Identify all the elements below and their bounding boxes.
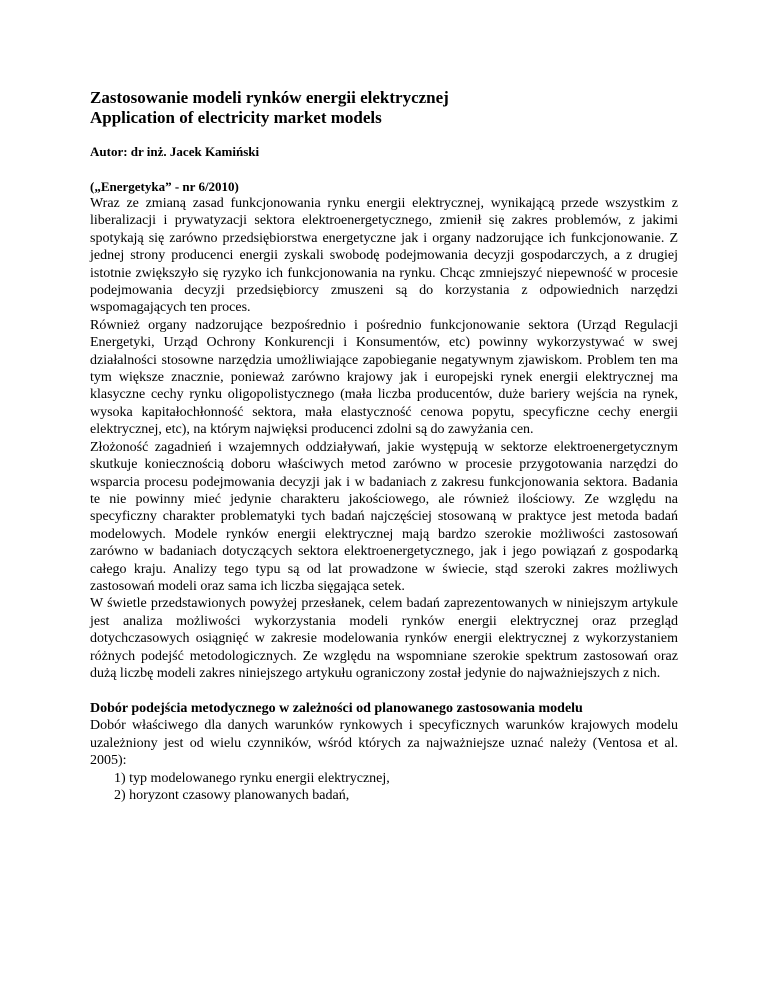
title-english: Application of electricity market models <box>90 108 382 127</box>
paragraph-3: Złożoność zagadnień i wzajemnych oddziaływań, jakie występują w sektorze elektroenergetycznym skutkuje koniecznością doboru właściwych metod zarówno w procesie przygotowania narzędzi do wsparcia procesu podejmowania decyzji jak i w badaniach z zakresu funkcjonowania sektora. Badania te nie powinny mieć jedynie charakteru jakościowego, ale również ilościowy. Ze względu na specyficzny charakter problematyki tych badań najczęściej stosowaną w praktyce jest metoda badań modelowych. Modele rynków energii elektrycznej mają bardzo szerokie możliwości zastosowań zarówno w badaniach dotyczących sektora elektroenergetycznego, jak i jego powiązań z gospodarką całego kraju. Analizy tego typu są od lat prowadzone w świecie, stąd szeroki zakres możliwych zastosowań modeli oraz sama ich liczba sięgająca setek. <box>90 439 678 594</box>
source-citation: („Energetyka” - nr 6/2010) <box>90 179 239 194</box>
paragraph-5: Dobór właściwego dla danych warunków rynkowych i specyficznych warunków krajowych modelu uzależniony jest od wielu czynników, wśród których za najważniejsze uznać należy (Ventosa et al. 2005): <box>90 718 678 769</box>
factors-list <box>90 770 678 805</box>
list-item: 1) typ modelowanego rynku energii elektrycznej, <box>114 770 390 786</box>
list-item: 2) horyzont czasowy planowanych badań, <box>114 788 350 803</box>
paragraph-1: Wraz ze zmianą zasad funkcjonowania rynku energii elektrycznej, wynikającą przede wszystkim z liberalizacji i prywatyzacji sektora elektroenergetycznego, zmienił się zakres problemów, z jakimi spotykają się zarówno przedsiębiorstwa energetyczne jak i organy nadzorujące ich funkcjonowanie. Z jednej strony producenci energii zyskali swobodę podejmowania decyzji gospodarczych, a z drugiej istotnie zwiększyło się ryzyko ich funkcjonowania na rynku. Chcąc zmniejszyć niepewność w procesie podejmowania decyzji przedsiębiorcy zmuszeni są do korzystania z odpowiednich narzędzi wspomagających ten proces. <box>90 196 678 316</box>
paragraph-4: W świetle przedstawionych powyżej przesłanek, celem badań zaprezentowanych w niniejszym artykule jest analiza możliwości wykorzystania modeli rynków energii elektrycznej oraz przegląd dotychczasowych osiągnięć w zakresie modelowania rynków energii elektrycznej z wykorzystaniem różnych podejść metodologicznych. Ze względu na wspomniane szerokie spektrum zastosowań oraz dużą liczbę modeli zakres niniejszego artykułu ograniczony został jedynie do najważniejszych z nich. <box>90 596 678 681</box>
document-page <box>90 88 678 804</box>
paragraph-2: Również organy nadzorujące bezpośrednio i pośrednio funkcjonowanie sektora (Urząd Regulacji Energetyki, Urząd Ochrony Konkurencji i Konsumentów, etc) powinny wykorzystywać w swej działalności stosowne narzędzia umożliwiające zapobieganie negatywnym zjawiskom. Problem ten ma tym większe znacznie, ponieważ zarówno krajowy jak i europejski rynek energii elektrycznej ma klasyczne cechy rynku oligopolistycznego (mała liczba producentów, duże bariery wejścia na rynek, wysoka kapitałochłonność sektora, mała elastyczność cenowa popytu, specyficzne cechy energii elektrycznej, etc), na którym najwięksi producenci zdolni są do zawyżania cen. <box>90 317 678 438</box>
author-line: Autor: dr inż. Jacek Kamiński <box>90 144 260 159</box>
title-polish: Zastosowanie modeli rynków energii elektrycznej <box>90 88 449 107</box>
section-heading: Dobór podejścia metodycznego w zależności od planowanego zastosowania modelu <box>90 701 583 717</box>
